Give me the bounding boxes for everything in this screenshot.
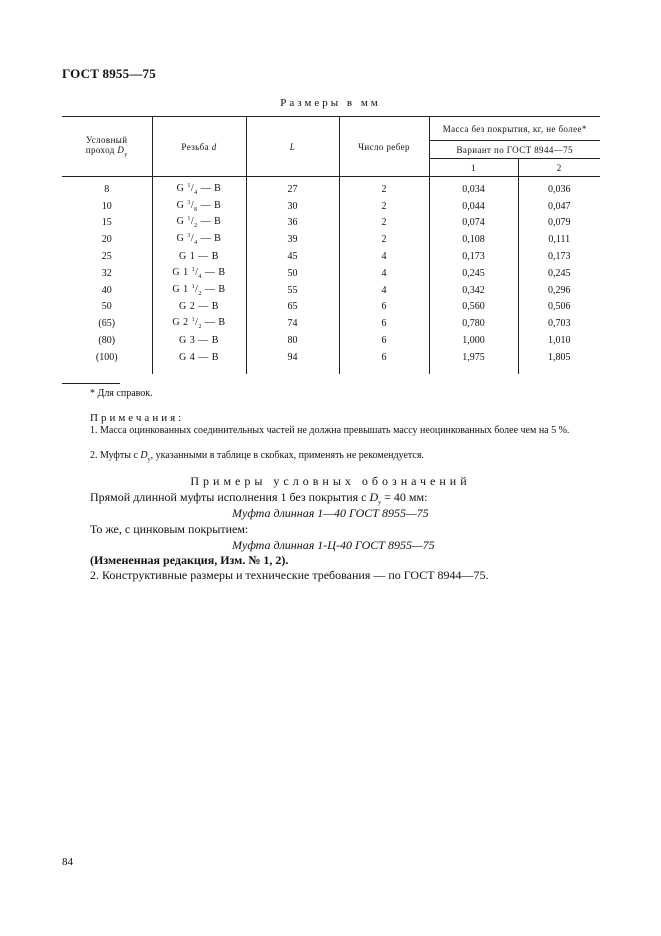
cell-ribs: 2 (339, 231, 429, 248)
cell-length: 36 (246, 215, 339, 232)
cell-mass-variant-2: 0,173 (548, 251, 571, 263)
cell-nominal-bore: (100) (62, 349, 152, 374)
cell-ribs: 4 (339, 248, 429, 265)
cell-thread: G $^3/_8$ — B (152, 198, 246, 215)
table-row (62, 349, 600, 374)
cell-length: 30 (246, 198, 339, 215)
cell-length: 80 (246, 332, 339, 349)
cell-mass-variant-2: 0,296 (548, 284, 571, 296)
document-header: ГОСТ 8955—75 (62, 66, 156, 81)
cell-length: 45 (246, 248, 339, 265)
cell-nominal-bore: 40 (62, 282, 152, 299)
cell-mass-variant-1: 0,780 (429, 315, 518, 332)
amendment-note: (Измененная редакция, Изм. № 1, 2). (90, 553, 289, 567)
header-variant-2: 2 (518, 159, 600, 177)
example-2-designation: Муфта длинная 1-Ц-40 ГОСТ 8955—75 (232, 538, 435, 552)
header-ribs: Число ребер (339, 117, 429, 177)
page-number: 84 (62, 856, 73, 868)
cell-thread: G 1 $^1/_4$ — B (152, 265, 246, 282)
cell-length: 27 (246, 177, 339, 198)
footnote-rule (62, 383, 120, 384)
table-row (62, 198, 600, 215)
note-1: 1. Масса оцинкованных соединительных частей не должна превышать массу неоцинкованных более чем на 5 %. (90, 425, 570, 436)
cell-mass-variant-2: 0,036 (548, 183, 571, 195)
cell-mass-variant-2: 0,079 (548, 217, 571, 229)
cell-length: 39 (246, 231, 339, 248)
clause-2: 2. Конструктивные размеры и технические требования — по ГОСТ 8944—75. (90, 568, 489, 582)
cell-thread: G $^1/_4$ — B (152, 177, 246, 198)
cell-mass-variant-1: 0,074 (429, 215, 518, 232)
cell-mass-variant-2: 0,047 (548, 200, 571, 212)
cell-ribs: 6 (339, 315, 429, 332)
cell-thread: G 3 — B (152, 332, 246, 349)
table-row (62, 282, 600, 299)
cell-thread: G 1 — B (152, 248, 246, 265)
cell-mass-variant-1: 1,000 (429, 332, 518, 349)
cell-nominal-bore: 20 (62, 231, 152, 248)
table-row (62, 177, 600, 198)
header-mass: Масса без покрытия, кг, не более* (429, 117, 600, 141)
cell-ribs: 2 (339, 215, 429, 232)
cell-nominal-bore: 25 (62, 248, 152, 265)
table-body (62, 177, 600, 374)
cell-length: 65 (246, 299, 339, 316)
header-variant-1: 1 (429, 159, 518, 177)
cell-ribs: 2 (339, 177, 429, 198)
cell-ribs: 6 (339, 299, 429, 316)
cell-mass-variant-1: 0,034 (429, 177, 518, 198)
cell-mass-variant-1: 0,108 (429, 231, 518, 248)
cell-thread: G 4 — B (152, 349, 246, 374)
cell-thread: G 1 $^1/_2$ — B (152, 282, 246, 299)
example-1-text: Прямой длинной муфты исполнения 1 без покрытия с $D_у = 40$ мм: (90, 490, 428, 506)
cell-nominal-bore: 10 (62, 198, 152, 215)
cell-ribs: 4 (339, 282, 429, 299)
table-row (62, 215, 600, 232)
cell-ribs: 4 (339, 265, 429, 282)
table-row (62, 299, 600, 316)
cell-length: 94 (246, 349, 339, 374)
cell-length: 74 (246, 315, 339, 332)
examples-title: Примеры условных обозначений (190, 474, 471, 488)
cell-mass-variant-2: 1,010 (548, 335, 571, 347)
cell-mass-variant-1: 0,342 (429, 282, 518, 299)
table-row (62, 315, 600, 332)
table-row (62, 231, 600, 248)
cell-mass-variant-2: 0,506 (548, 301, 571, 313)
cell-thread: G $^3/_4$ — B (152, 231, 246, 248)
table-caption: Размеры в мм (280, 97, 381, 109)
cell-ribs: 6 (339, 349, 429, 374)
cell-mass-variant-2: 1,805 (548, 351, 571, 363)
dimensions-table (62, 116, 600, 374)
cell-nominal-bore: (80) (62, 332, 152, 349)
footnote: * Для справок. (90, 388, 153, 399)
cell-mass-variant-1: 0,245 (429, 265, 518, 282)
cell-nominal-bore: 15 (62, 215, 152, 232)
example-1-designation: Муфта длинная 1—40 ГОСТ 8955—75 (232, 506, 429, 520)
cell-nominal-bore: 50 (62, 299, 152, 316)
notes-title: Примечания: (90, 412, 185, 424)
example-2-text: То же, с цинковым покрытием: (90, 522, 249, 536)
cell-length: 55 (246, 282, 339, 299)
header-variant: Вариант по ГОСТ 8944—75 (429, 141, 600, 159)
cell-mass-variant-1: 0,044 (429, 198, 518, 215)
header-nominal-bore: Условный проход $D_у$ (62, 117, 152, 177)
header-thread: Резьба d (152, 117, 246, 177)
table-row (62, 265, 600, 282)
cell-thread: G $^1/_2$ — B (152, 215, 246, 232)
cell-mass-variant-1: 1,975 (429, 349, 518, 374)
cell-mass-variant-2: 0,111 (548, 234, 571, 246)
note-2: 2. Муфты с $D_у$, указанными в таблице в скобках, применять не рекомендуется. (90, 450, 424, 463)
cell-mass-variant-2: 0,703 (548, 318, 571, 330)
cell-mass-variant-1: 0,560 (429, 299, 518, 316)
cell-mass-variant-1: 0,173 (429, 248, 518, 265)
header-length: L (246, 117, 339, 177)
cell-mass-variant-2: 0,245 (548, 267, 571, 279)
cell-ribs: 6 (339, 332, 429, 349)
table-row (62, 248, 600, 265)
cell-nominal-bore: 32 (62, 265, 152, 282)
cell-length: 50 (246, 265, 339, 282)
cell-nominal-bore: (65) (62, 315, 152, 332)
cell-thread: G 2 — B (152, 299, 246, 316)
cell-thread: G 2 $^1/_2$ — B (152, 315, 246, 332)
cell-ribs: 2 (339, 198, 429, 215)
cell-nominal-bore: 8 (62, 177, 152, 198)
table-row (62, 332, 600, 349)
